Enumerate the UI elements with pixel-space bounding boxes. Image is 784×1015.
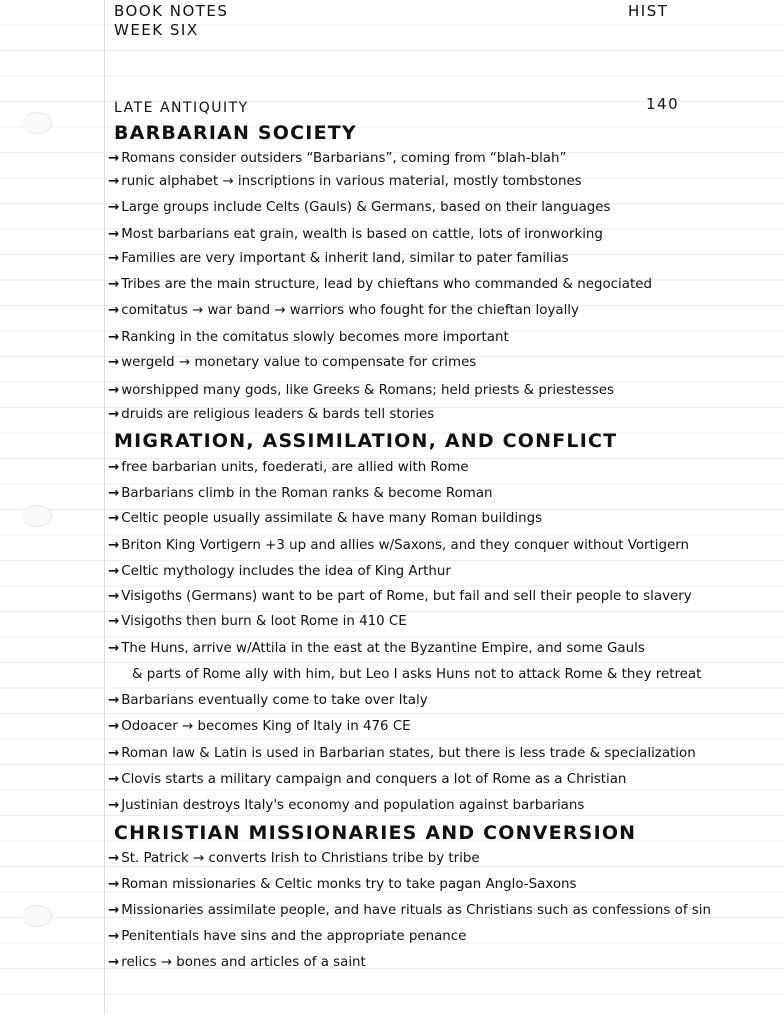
arrow-icon: → (108, 564, 120, 579)
note-line: → Celtic people usually assimilate & have many Roman buildings (108, 511, 543, 526)
arrow-icon: → (108, 355, 120, 370)
arrow-icon: → (108, 200, 120, 215)
arrow-icon: → (108, 955, 120, 970)
note-line: → Barbarians climb in the Roman ranks & become Roman (108, 486, 493, 501)
arrow-icon: → (108, 877, 120, 892)
note-line: → free barbarian units, foederati, are allied with Rome (108, 460, 469, 475)
section-title: MIGRATION, ASSIMILATION, AND CONFLICT (114, 430, 618, 452)
note-line: → Families are very important & inherit land, similar to pater familias (108, 251, 569, 266)
note-line: → comitatus → war band → warriors who fought for the chieftan loyally (108, 303, 579, 318)
header-subject: HIST (628, 2, 669, 20)
punch-hole (22, 905, 52, 927)
note-line: → Ranking in the comitatus slowly becomes more important (108, 330, 509, 345)
header-book-notes: BOOK NOTES (114, 2, 229, 20)
note-line: → Roman law & Latin is used in Barbarian states, but there is less trade & specialization (108, 746, 696, 761)
note-line: → Missionaries assimilate people, and have rituals as Christians such as confessions of sin (108, 903, 711, 918)
note-line: → Visigoths (Germans) want to be part of Rome, but fail and sell their people to slavery (108, 589, 692, 604)
arrow-icon: → (108, 746, 120, 761)
note-line: → Large groups include Celts (Gauls) & Germans, based on their languages (108, 200, 611, 215)
note-line: → Justinian destroys Italy's economy and population against barbarians (108, 798, 585, 813)
note-line: → Tribes are the main structure, lead by chieftans who commanded & negociated (108, 277, 652, 292)
header-week: WEEK SIX (114, 21, 199, 39)
arrow-icon: → (108, 486, 120, 501)
note-line: → wergeld → monetary value to compensate for crimes (108, 355, 477, 370)
arrow-icon: → (108, 407, 120, 422)
note-line-continued: & parts of Rome ally with him, but Leo I asks Huns not to attack Rome & they retreat (132, 667, 702, 682)
arrow-icon: → (108, 151, 120, 166)
arrow-icon: → (108, 903, 120, 918)
note-line: → Celtic mythology includes the idea of King Arthur (108, 564, 451, 579)
arrow-icon: → (108, 330, 120, 345)
arrow-icon: → (108, 772, 120, 787)
note-line: → Penitentials have sins and the appropriate penance (108, 929, 467, 944)
arrow-icon: → (108, 851, 120, 866)
note-line: → Visigoths then burn & loot Rome in 410 CE (108, 614, 407, 629)
note-line: → worshipped many gods, like Greeks & Romans; held priests & priestesses (108, 383, 614, 398)
note-line: → Odoacer → becomes King of Italy in 476 CE (108, 719, 411, 734)
note-line: → Most barbarians eat grain, wealth is based on cattle, lots of ironworking (108, 227, 603, 242)
margin-line (104, 0, 105, 1015)
note-line: → Roman missionaries & Celtic monks try to take pagan Anglo-Saxons (108, 877, 577, 892)
note-line: → The Huns, arrive w/Attila in the east at the Byzantine Empire, and some Gauls (108, 641, 645, 656)
arrow-icon: → (108, 589, 120, 604)
chapter-title: LATE ANTIQUITY (114, 100, 249, 116)
note-line: → Barbarians eventually come to take over Italy (108, 693, 428, 708)
note-line: → St. Patrick → converts Irish to Christians tribe by tribe (108, 851, 480, 866)
arrow-icon: → (108, 460, 120, 475)
arrow-icon: → (108, 798, 120, 813)
section-title: CHRISTIAN MISSIONARIES AND CONVERSION (114, 822, 637, 844)
arrow-icon: → (108, 693, 120, 708)
arrow-icon: → (108, 511, 120, 526)
arrow-icon: → (108, 929, 120, 944)
note-line: → druids are religious leaders & bards tell stories (108, 407, 435, 422)
page-number: 140 (646, 95, 680, 113)
note-line: → relics → bones and articles of a saint (108, 955, 366, 970)
arrow-icon: → (108, 383, 120, 398)
arrow-icon: → (108, 227, 120, 242)
arrow-icon: → (108, 251, 120, 266)
arrow-icon: → (108, 538, 120, 553)
punch-hole (22, 505, 52, 527)
note-line: → Briton King Vortigern +3 up and allies w/Saxons, and they conquer without Vortigern (108, 538, 690, 553)
note-line: → Romans consider outsiders “Barbarians”, coming from “blah-blah” (108, 151, 567, 166)
arrow-icon: → (108, 303, 120, 318)
arrow-icon: → (108, 277, 120, 292)
punch-hole (22, 112, 52, 134)
arrow-icon: → (108, 174, 120, 189)
arrow-icon: → (108, 614, 120, 629)
note-line: → Clovis starts a military campaign and conquers a lot of Rome as a Christian (108, 772, 627, 787)
note-line: → runic alphabet → inscriptions in various material, mostly tombstones (108, 174, 582, 189)
arrow-icon: → (108, 719, 120, 734)
section-title: BARBARIAN SOCIETY (114, 122, 357, 144)
arrow-icon: → (108, 641, 120, 656)
